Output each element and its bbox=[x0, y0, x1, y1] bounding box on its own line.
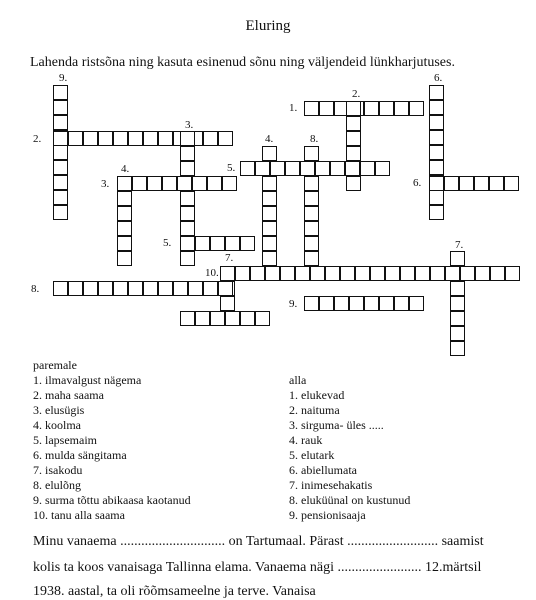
crossword-cell[interactable] bbox=[180, 161, 195, 176]
crossword-cell[interactable] bbox=[195, 311, 210, 326]
grid-number: 2. bbox=[352, 88, 361, 100]
grid-number: 4. bbox=[121, 163, 130, 175]
crossword-cell[interactable] bbox=[83, 131, 98, 146]
crossword-cell[interactable] bbox=[429, 100, 444, 115]
crossword-cell[interactable] bbox=[304, 206, 319, 221]
crossword-cell[interactable] bbox=[117, 176, 132, 191]
crossword-cell[interactable] bbox=[429, 160, 444, 175]
crossword-cell[interactable] bbox=[255, 161, 270, 176]
across-clue: 1. ilmavalgust nägema bbox=[33, 373, 142, 387]
crossword-cell[interactable] bbox=[394, 101, 409, 116]
across-clue: 10. tanu alla saama bbox=[33, 508, 125, 522]
crossword-cell[interactable] bbox=[240, 161, 255, 176]
crossword-cell[interactable] bbox=[285, 161, 300, 176]
down-clue: 9. pensionisaaja bbox=[289, 508, 366, 522]
crossword-cell[interactable] bbox=[375, 161, 390, 176]
crossword-cell[interactable] bbox=[180, 131, 195, 146]
across-clue: 4. koolma bbox=[33, 418, 81, 432]
crossword-cell[interactable] bbox=[304, 101, 319, 116]
crossword-cell[interactable] bbox=[262, 206, 277, 221]
crossword-cell[interactable] bbox=[304, 191, 319, 206]
crossword-cell[interactable] bbox=[430, 266, 445, 281]
crossword-cell[interactable] bbox=[195, 236, 210, 251]
crossword-cell[interactable] bbox=[53, 100, 68, 115]
crossword-cell[interactable] bbox=[489, 176, 504, 191]
crossword-cell[interactable] bbox=[53, 175, 68, 190]
crossword-cell[interactable] bbox=[262, 236, 277, 251]
crossword-cell[interactable] bbox=[128, 131, 143, 146]
crossword-cell[interactable] bbox=[132, 176, 147, 191]
crossword-cell[interactable] bbox=[385, 266, 400, 281]
across-clue: 7. isakodu bbox=[33, 463, 83, 477]
exercise-line: 1938. aastal, ta oli rõõmsameelne ja terve. Vanaisa bbox=[33, 584, 316, 599]
crossword-cell[interactable] bbox=[117, 191, 132, 206]
crossword-cell[interactable] bbox=[346, 101, 361, 116]
crossword-cell[interactable] bbox=[304, 176, 319, 191]
crossword-cell[interactable] bbox=[218, 131, 233, 146]
across-clue: 6. mulda sängitama bbox=[33, 448, 127, 462]
crossword-cell[interactable] bbox=[250, 266, 265, 281]
crossword-cell[interactable] bbox=[450, 341, 465, 356]
crossword-cell[interactable] bbox=[429, 190, 444, 205]
down-clue: 8. eluküünal on kustunud bbox=[289, 493, 411, 507]
crossword-cell[interactable] bbox=[53, 190, 68, 205]
crossword-cell[interactable] bbox=[360, 161, 375, 176]
crossword-cell[interactable] bbox=[143, 131, 158, 146]
grid-number: 6. bbox=[434, 72, 443, 84]
crossword-cell[interactable] bbox=[218, 281, 233, 296]
crossword-cell[interactable] bbox=[158, 281, 173, 296]
crossword-cell[interactable] bbox=[220, 266, 235, 281]
across-clue: 5. lapsemaim bbox=[33, 433, 97, 447]
crossword-cell[interactable] bbox=[180, 146, 195, 161]
crossword-cell[interactable] bbox=[409, 296, 424, 311]
across-clue: 9. surma tõttu abikaasa kaotanud bbox=[33, 493, 191, 507]
crossword-cell[interactable] bbox=[180, 311, 195, 326]
grid-number: 2. bbox=[33, 133, 42, 145]
crossword-cell[interactable] bbox=[409, 101, 424, 116]
down-heading: alla bbox=[289, 373, 307, 387]
crossword-cell[interactable] bbox=[300, 161, 315, 176]
exercise-line: Minu vanaema .............................. on Tartumaal. Pärast .......................... saamist bbox=[33, 534, 484, 549]
crossword-cell[interactable] bbox=[364, 296, 379, 311]
grid-number: 3. bbox=[185, 119, 194, 131]
crossword-cell[interactable] bbox=[475, 266, 490, 281]
crossword-cell[interactable] bbox=[346, 131, 361, 146]
crossword-cell[interactable] bbox=[235, 266, 250, 281]
grid-number: 3. bbox=[101, 178, 110, 190]
crossword-cell[interactable] bbox=[379, 101, 394, 116]
across-clue: 2. maha saama bbox=[33, 388, 104, 402]
crossword-cell[interactable] bbox=[255, 311, 270, 326]
crossword-cell[interactable] bbox=[270, 161, 285, 176]
crossword-cell[interactable] bbox=[474, 176, 489, 191]
crossword-cell[interactable] bbox=[379, 296, 394, 311]
crossword-cell[interactable] bbox=[98, 281, 113, 296]
grid-number: 7. bbox=[225, 252, 234, 264]
crossword-cell[interactable] bbox=[225, 236, 240, 251]
crossword-cell[interactable] bbox=[53, 85, 68, 100]
crossword-cell[interactable] bbox=[203, 281, 218, 296]
crossword-cell[interactable] bbox=[143, 281, 158, 296]
down-clue: 4. rauk bbox=[289, 433, 323, 447]
crossword-cell[interactable] bbox=[188, 281, 203, 296]
grid-number: 5. bbox=[163, 237, 172, 249]
worksheet-title: Eluring bbox=[245, 18, 291, 34]
crossword-cell[interactable] bbox=[504, 176, 519, 191]
crossword-cell[interactable] bbox=[346, 146, 361, 161]
crossword-cell[interactable] bbox=[117, 236, 132, 251]
crossword-cell[interactable] bbox=[128, 281, 143, 296]
crossword-cell[interactable] bbox=[304, 236, 319, 251]
crossword-cell[interactable] bbox=[83, 281, 98, 296]
crossword-cell[interactable] bbox=[340, 266, 355, 281]
across-clue: 3. elusügis bbox=[33, 403, 85, 417]
exercise-line: kolis ta koos vanaisaga Tallinna elama. Vanaema nägi ........................ 12.märtsil bbox=[33, 560, 482, 575]
crossword-cell[interactable] bbox=[319, 101, 334, 116]
crossword-cell[interactable] bbox=[346, 176, 361, 191]
crossword-cell[interactable] bbox=[319, 296, 334, 311]
crossword-cell[interactable] bbox=[304, 296, 319, 311]
crossword-cell[interactable] bbox=[450, 326, 465, 341]
down-clue: 2. naituma bbox=[289, 403, 340, 417]
crossword-cell[interactable] bbox=[310, 266, 325, 281]
grid-number: 5. bbox=[227, 162, 236, 174]
down-clue: 3. sirguma- üles ..... bbox=[289, 418, 384, 432]
crossword-cell[interactable] bbox=[117, 221, 132, 236]
crossword-cell[interactable] bbox=[304, 251, 319, 266]
crossword-cell[interactable] bbox=[505, 266, 520, 281]
down-clue: 1. elukevad bbox=[289, 388, 345, 402]
crossword-cell[interactable] bbox=[53, 115, 68, 130]
crossword-cell[interactable] bbox=[53, 131, 68, 146]
crossword-cell[interactable] bbox=[222, 176, 237, 191]
crossword-cell[interactable] bbox=[429, 85, 444, 100]
crossword-cell[interactable] bbox=[349, 296, 364, 311]
crossword-cell[interactable] bbox=[225, 311, 240, 326]
crossword-cell[interactable] bbox=[220, 296, 235, 311]
crossword-cell[interactable] bbox=[262, 191, 277, 206]
crossword-cell[interactable] bbox=[394, 296, 409, 311]
crossword-cell[interactable] bbox=[262, 176, 277, 191]
crossword-cell[interactable] bbox=[98, 131, 113, 146]
crossword-cell[interactable] bbox=[53, 205, 68, 220]
crossword-cell[interactable] bbox=[262, 251, 277, 266]
crossword-cell[interactable] bbox=[180, 206, 195, 221]
crossword-cell[interactable] bbox=[113, 131, 128, 146]
crossword-cell[interactable] bbox=[147, 176, 162, 191]
crossword-cell[interactable] bbox=[173, 281, 188, 296]
crossword-cell[interactable] bbox=[240, 311, 255, 326]
crossword-cell[interactable] bbox=[460, 266, 475, 281]
crossword-cell[interactable] bbox=[53, 160, 68, 175]
crossword-cell[interactable] bbox=[444, 176, 459, 191]
crossword-cell[interactable] bbox=[207, 176, 222, 191]
crossword-cell[interactable] bbox=[490, 266, 505, 281]
crossword-cell[interactable] bbox=[180, 221, 195, 236]
crossword-cell[interactable] bbox=[262, 146, 277, 161]
crossword-cell[interactable] bbox=[450, 311, 465, 326]
across-heading: paremale bbox=[33, 358, 77, 372]
grid-number: 8. bbox=[310, 133, 319, 145]
crossword-cell[interactable] bbox=[315, 161, 330, 176]
grid-number: 9. bbox=[289, 298, 298, 310]
crossword-cell[interactable] bbox=[162, 176, 177, 191]
crossword-cell[interactable] bbox=[68, 131, 83, 146]
crossword-cell[interactable] bbox=[177, 176, 192, 191]
grid-number: 4. bbox=[265, 133, 274, 145]
crossword-cell[interactable] bbox=[415, 266, 430, 281]
crossword-cell[interactable] bbox=[53, 145, 68, 160]
crossword-cell[interactable] bbox=[68, 281, 83, 296]
grid-number: 6. bbox=[413, 177, 422, 189]
crossword-cell[interactable] bbox=[53, 281, 68, 296]
crossword-cell[interactable] bbox=[240, 236, 255, 251]
instruction-text: Lahenda ristsõna ning kasuta esinenud sõnu ning väljendeid lünkharjutuses. bbox=[30, 55, 455, 70]
crossword-cell[interactable] bbox=[330, 161, 345, 176]
crossword-cell[interactable] bbox=[180, 236, 195, 251]
crossword-cell[interactable] bbox=[265, 266, 280, 281]
crossword-cell[interactable] bbox=[346, 116, 361, 131]
crossword-cell[interactable] bbox=[192, 176, 207, 191]
crossword-cell[interactable] bbox=[117, 251, 132, 266]
crossword-cell[interactable] bbox=[203, 131, 218, 146]
crossword-cell[interactable] bbox=[334, 296, 349, 311]
down-clue: 6. abiellumata bbox=[289, 463, 357, 477]
crossword-cell[interactable] bbox=[450, 251, 465, 266]
crossword-cell[interactable] bbox=[280, 266, 295, 281]
crossword-cell[interactable] bbox=[325, 266, 340, 281]
crossword-cell[interactable] bbox=[364, 101, 379, 116]
grid-number: 7. bbox=[455, 239, 464, 251]
crossword-cell[interactable] bbox=[429, 176, 444, 191]
crossword-cell[interactable] bbox=[459, 176, 474, 191]
crossword-cell[interactable] bbox=[262, 221, 277, 236]
crossword-cell[interactable] bbox=[450, 296, 465, 311]
grid-number: 1. bbox=[289, 102, 298, 114]
crossword-cell[interactable] bbox=[450, 281, 465, 296]
crossword-cell[interactable] bbox=[180, 191, 195, 206]
crossword-cell[interactable] bbox=[158, 131, 173, 146]
crossword-cell[interactable] bbox=[304, 221, 319, 236]
crossword-cell[interactable] bbox=[210, 311, 225, 326]
crossword-cell[interactable] bbox=[445, 266, 460, 281]
down-clue: 7. inimesehakatis bbox=[289, 478, 373, 492]
crossword-cell[interactable] bbox=[370, 266, 385, 281]
crossword-cell[interactable] bbox=[304, 146, 319, 161]
grid-number: 9. bbox=[59, 72, 68, 84]
crossword-cell[interactable] bbox=[429, 115, 444, 130]
crossword-cell[interactable] bbox=[117, 206, 132, 221]
crossword-cell[interactable] bbox=[295, 266, 310, 281]
crossword-cell[interactable] bbox=[180, 251, 195, 266]
crossword-cell[interactable] bbox=[429, 145, 444, 160]
down-clue: 5. elutark bbox=[289, 448, 335, 462]
across-clue: 8. elulõng bbox=[33, 478, 81, 492]
crossword-cell[interactable] bbox=[429, 205, 444, 220]
crossword-cell[interactable] bbox=[355, 266, 370, 281]
grid-number: 8. bbox=[31, 283, 40, 295]
crossword-cell[interactable] bbox=[210, 236, 225, 251]
grid-number: 10. bbox=[205, 267, 219, 279]
crossword-cell[interactable] bbox=[429, 130, 444, 145]
crossword-cell[interactable] bbox=[400, 266, 415, 281]
crossword-cell[interactable] bbox=[113, 281, 128, 296]
crossword-cell[interactable] bbox=[345, 161, 360, 176]
